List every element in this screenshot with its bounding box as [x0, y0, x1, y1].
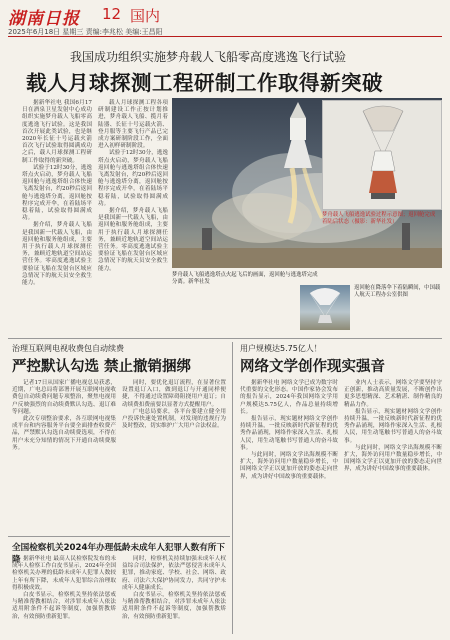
column-divider: [232, 342, 233, 634]
story3-paragraph: 报告显示，现实题材网络文学创作持续升温，一批反映新时代新征程的优秀作品涌现，网络作家深入生活、扎根人民，用生动笔触书写普通人的奋斗故事。: [344, 408, 442, 444]
masthead-rule: [8, 36, 442, 37]
lead-body-col1: [22, 100, 92, 365]
section-divider: [8, 536, 230, 537]
story4-headline: 全国检察机关2024年办理低龄未成年人犯罪人数有所下降: [12, 543, 225, 565]
lead-paragraph: 据新华社电 我国6月17日在酒泉卫星发射中心成功组织实施梦舟载人飞船零高度逃逸飞行试验。这是我国首次开展此类试验，也是继2020年长征十号运载火箭首次飞行试验取得圆满成功之后，载人月球探测工程研制工作取得的新突破。: [22, 100, 92, 164]
page-number: 12: [102, 5, 122, 23]
story3-paragraph: 据新华社电 网络文学已成为数字时代重要的文化形态。中国作家协会发布的报告显示，2024年我国网络文学用户规模达5.75亿人，作品总量持续增长。: [240, 380, 338, 415]
section-title: 国内: [130, 7, 161, 25]
landing-illustration: [300, 285, 350, 330]
inset-photo-caption: 梦舟载人飞船逃逸试验过程示意图；返回舱完成着陆后状态（摄影：新华社发）: [322, 212, 436, 225]
story3-body-col1: [240, 380, 338, 634]
landing-photo: [300, 285, 350, 330]
lead-headline: 载人月球探测工程研制工作取得新突破: [26, 71, 383, 95]
masthead: [8, 4, 442, 29]
lead-paragraph: 试验于12时30分，逃逸塔点火启动，梦舟载人飞船返回舱与逃逸塔组合体快速飞离发射台，约20秒后返回舱与逃逸塔分离，返回舱按程序完成开伞，在着陆场平稳着陆，试验取得圆满成功。: [98, 150, 168, 207]
story2-body-col1: [12, 380, 116, 530]
story2-body-col2: [122, 380, 226, 530]
lead-paragraph: 载人月球探测工程各项研制建设工作正按计划推进，梦舟载人飞船、揽月着陆器、长征十号运载火箭、登月服等主要飞行产品已完成方案研制阶段工作，全面进入初样研制阶段。: [98, 100, 168, 150]
lead-body-col2: [98, 100, 168, 300]
story2-headline: 严控默认勾选 禁止撤销捆绑: [12, 359, 192, 375]
lead-kicker: 我国成功组织实施梦舟载人飞船零高度逃逸飞行试验: [70, 50, 347, 64]
landing-photo-caption: 返回舱在降落伞下着陆瞬间，中国载人航天工程办公室供图: [354, 285, 441, 298]
lead-paragraph: 据介绍，梦舟载人飞船是我国新一代载人飞船，由返回舱和服务舱组成，主要用于执行载人月球探测任务，兼顾近地轨道空间站运营任务。零高度逃逸试验主要验证飞船在发射台区域应急情况下的航天员安全救生能力。: [98, 208, 168, 272]
inset-photo-capsule: [322, 100, 442, 210]
story3-headline: 网络文学创作现实强音: [240, 359, 385, 375]
story2-kicker: 治理互联网电视收费包自动续费: [12, 344, 124, 353]
story4-paragraph: 白皮书显示，检察机关坚持依法惩戒与精准帮教相结合，对涉罪未成年人依法适用附条件不起诉等制度，加强帮教矫治，有效预防重新犯罪。: [12, 592, 116, 620]
newspaper-logo: 湖南日报: [8, 9, 80, 29]
story2-paragraph: 此次专项整治要求，各互联网电视集成平台和内容服务平台要全面排查收费产品，严禁默认勾选自动续费选项，不得在用户未充分知情的情况下开通自动续费服务。: [12, 416, 116, 451]
story4-paragraph: 据新华社电 最高人民检察院发布的未成年人检察工作白皮书显示，2024年全国检察机关办理的低龄未成年人犯罪人数较上年有所下降，未成年人犯罪综合治理取得积极成效。: [12, 556, 116, 591]
story4-paragraph: 同时，检察机关持续加强未成年人权益综合司法保护，依法严惩侵害未成年人犯罪，推动家庭、学校、社会、网络、政府、司法六大保护协同发力，共同守护未成年人健康成长。: [122, 556, 226, 591]
lead-paragraph: 试验于12时30分，逃逸塔点火启动，梦舟载人飞船返回舱与逃逸塔组合体快速飞离发射台，约20秒后返回舱与逃逸塔分离，返回舱按程序完成开伞，在着陆场平稳着陆，试验取得圆满成功。: [22, 164, 92, 222]
story4-paragraph: 白皮书显示，检察机关坚持依法惩戒与精准帮教相结合，对涉罪未成年人依法适用附条件不起诉等制度，加强帮教矫治，有效预防重新犯罪。: [122, 592, 226, 620]
story3-paragraph: 业内人士表示，网络文学要坚持守正创新，推动高质量发展，不断创作出更多思想精深、艺术精湛、制作精良的精品力作。: [344, 380, 442, 408]
story3-kicker: 用户规模达5.75亿人！: [240, 344, 322, 353]
story2-paragraph: 广电总局要求，各平台要建立健全用户投诉快速处置机制，对发现的违规行为及时整改，切实维护广大用户合法权益。: [122, 408, 226, 430]
story2-paragraph: 同时，要优化退订流程，在显著位置设置退订入口，做到退订与开通同样便捷，不得通过设置障碍阻挠用户退订；自动续费扣费前要以显著方式提醒用户。: [122, 380, 226, 408]
story3-paragraph: 报告显示，现实题材网络文学创作持续升温，一批反映新时代新征程的优秀作品涌现，网络作家深入生活、扎根人民，用生动笔触书写普通人的奋斗故事。: [240, 416, 338, 451]
story3-body-col2: [344, 380, 442, 634]
section-divider: [8, 338, 442, 339]
story3-paragraph: 与此同时，网络文学出海规模不断扩大，海外访问用户数量稳步增长，中国网络文学正以更加开放的姿态走向世界，成为讲好中国故事的重要载体。: [344, 444, 442, 473]
main-photo-caption: 梦舟载人飞船逃逸塔点火起飞后的画面，返回舱与逃逸塔完成分离。新华社发: [172, 272, 318, 285]
story4-body-col1: [12, 556, 116, 636]
lead-paragraph: 据介绍，梦舟载人飞船是我国新一代载人飞船，由返回舱和服务舱组成，主要用于执行载人月球探测任务，兼顾近地轨道空间站运营任务。零高度逃逸试验主要验证飞船在发射台区域应急情况下的航天员安全救生能力。: [22, 222, 92, 287]
story3-paragraph: 与此同时，网络文学出海规模不断扩大，海外访问用户数量稳步增长，中国网络文学正以更加开放的姿态走向世界，成为讲好中国故事的重要载体。: [240, 452, 338, 480]
story2-paragraph: 记者17日从国家广播电视总局获悉，近期，广电总局将部署开展互联网电视收费包自动续费问题专项整治，聚焦电视用户反映强烈的自动续费默认勾选、退订难等问题。: [12, 380, 116, 415]
issue-meta: 2025年6月18日 星期三 责编:李兆松 美编:王昌阳: [8, 28, 163, 36]
capsule-illustration: [323, 101, 441, 209]
story4-body-col2: [122, 556, 226, 636]
